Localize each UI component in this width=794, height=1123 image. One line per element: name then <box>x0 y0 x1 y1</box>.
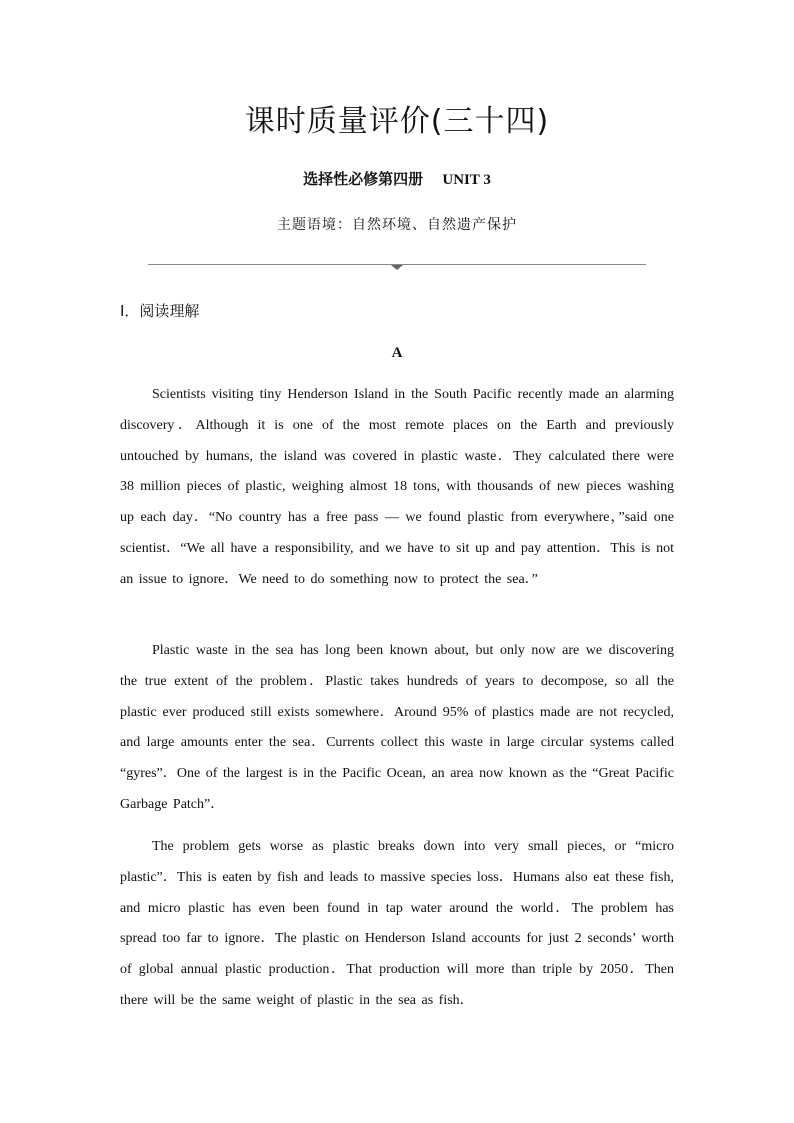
passage-label: A <box>391 345 403 361</box>
subtitle-book: 选择性必修第四册 <box>303 170 424 188</box>
page-subtitle <box>0 168 794 189</box>
passage-paragraph: Scientists visiting tiny Henderson Island in the South Pacific recently made an alarming discovery．Although it is one of the most remote places on the Earth and previously untouched by humans, the island was covered in plastic waste．They calculated there were 38 million pieces of plastic, weighing almost 18 tons, with thousands of new pieces washing up each day．“No country has a free pass — we found plastic from everywhere，”said one scientist．“We all have a responsibility, and we have to sit up and pay attention．This is not an issue to ignore．We need to do something now to protect the sea．” <box>120 387 674 587</box>
passage-paragraph: The problem gets worse as plastic breaks down into very small pieces, or “micro plastic”．This is eaten by fish and leads to massive species loss．Humans also eat these fish, and micro plastic has even been found in tap water around the world．The problem has spread too far to ignore．The plastic on Henderson Island accounts for just 2 seconds’ worth of global annual plastic production．That production will more than triple by 2050．Then there will be the same weight of plastic in the sea as fish． <box>120 839 674 1008</box>
section-heading: Ⅰ．阅读理解 <box>120 302 200 320</box>
theme-context: 主题语境：自然环境、自然遗产保护 <box>277 217 517 233</box>
passage-paragraph: Plastic waste in the sea has long been known about, but only now are we discovering the true extent of the problem．Plastic takes hundreds of years to decompose, so all the plastic ever produced still exists somewhere．Around 95% of plastics made are not recycled, and large amounts enter the sea．Currents collect this waste in large circular systems called “gyres”．One of the largest is in the Pacific Ocean, an area now known as the “Great Pacific Garbage Patch”． <box>120 643 674 812</box>
page-title: 课时质量评价(三十四) <box>244 104 550 139</box>
divider-arrow-icon <box>391 265 403 270</box>
subtitle-unit: UNIT 3 <box>442 172 491 188</box>
